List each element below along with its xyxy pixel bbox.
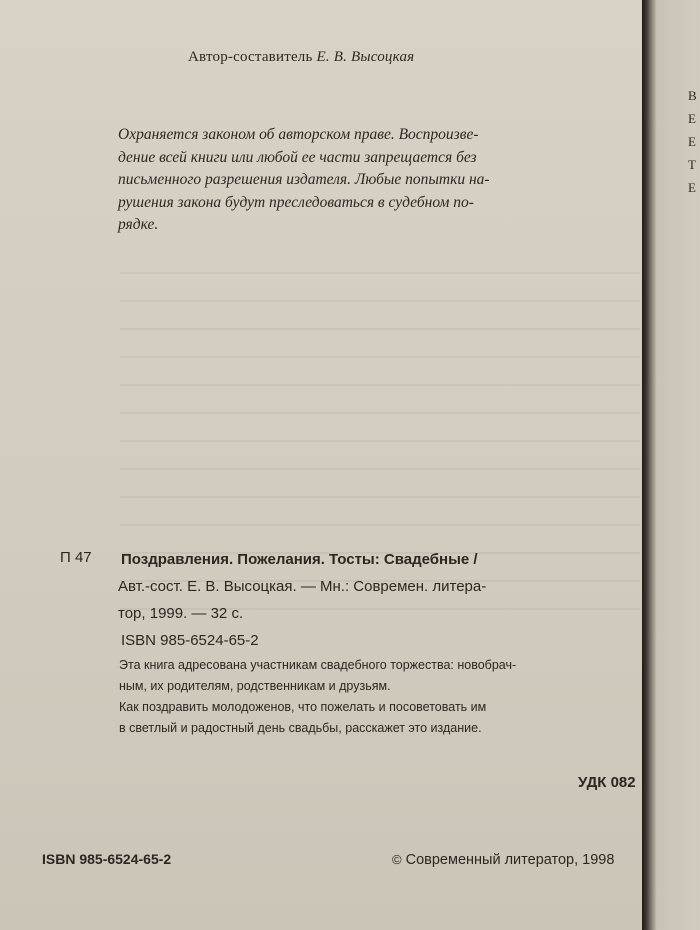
bib-author-line: Авт.-сост. Е. В. Высоцкая. — Мн.: Современ. литера- [118, 578, 487, 595]
annotation [119, 655, 639, 739]
bib-year-line: тор, 1999. — 32 с. [118, 605, 244, 622]
adjacent-letter: Т [688, 157, 696, 172]
adjacent-page-letters [688, 84, 697, 199]
copyright-line: Охраняется законом об авторском праве. Воспроизве- [118, 126, 479, 143]
library-code: П 47 [60, 549, 92, 566]
author-label: Автор-составитель [188, 49, 313, 65]
annotation-line: в светлый и радостный день свадьбы, расскажет это издание. [119, 721, 482, 735]
publisher-text: Современный литератор, 1998 [405, 852, 615, 868]
copyright-line: письменного разрешения издателя. Любые попытки на- [118, 171, 490, 188]
author-line [188, 49, 414, 66]
copyright-line: рушения закона будут преследоваться в судебном по- [118, 193, 474, 211]
annotation-line: Эта книга адресована участникам свадебного торжества: новобрач- [119, 658, 517, 672]
annotation-line: Как поздравить молодоженов, что пожелать и посоветовать им [119, 700, 487, 714]
annotation-line: ным, их родителям, родственникам и друзьям. [119, 679, 391, 693]
adjacent-letter: Е [688, 134, 696, 149]
copyright-symbol: © [392, 852, 402, 867]
adjacent-letter: Е [688, 180, 696, 195]
copyright-line: дение всей книги или любой ее части запрещается без [118, 148, 477, 166]
adjacent-letter: Е [688, 111, 696, 126]
bibliographic-record [118, 546, 633, 654]
copyright-notice [118, 124, 618, 237]
adjacent-letter: В [688, 88, 697, 103]
udk-code: УДК 082 [578, 774, 636, 791]
publisher-copyright [392, 852, 614, 868]
author-name: Е. В. Высоцкая [316, 49, 415, 65]
bib-title-line: Поздравления. Пожелания. Тосты: Свадебные / [121, 551, 478, 568]
bib-isbn: ISBN 985-6524-65-2 [121, 632, 259, 649]
copyright-line: рядке. [118, 216, 159, 233]
isbn-footer: ISBN 985-6524-65-2 [42, 851, 172, 867]
